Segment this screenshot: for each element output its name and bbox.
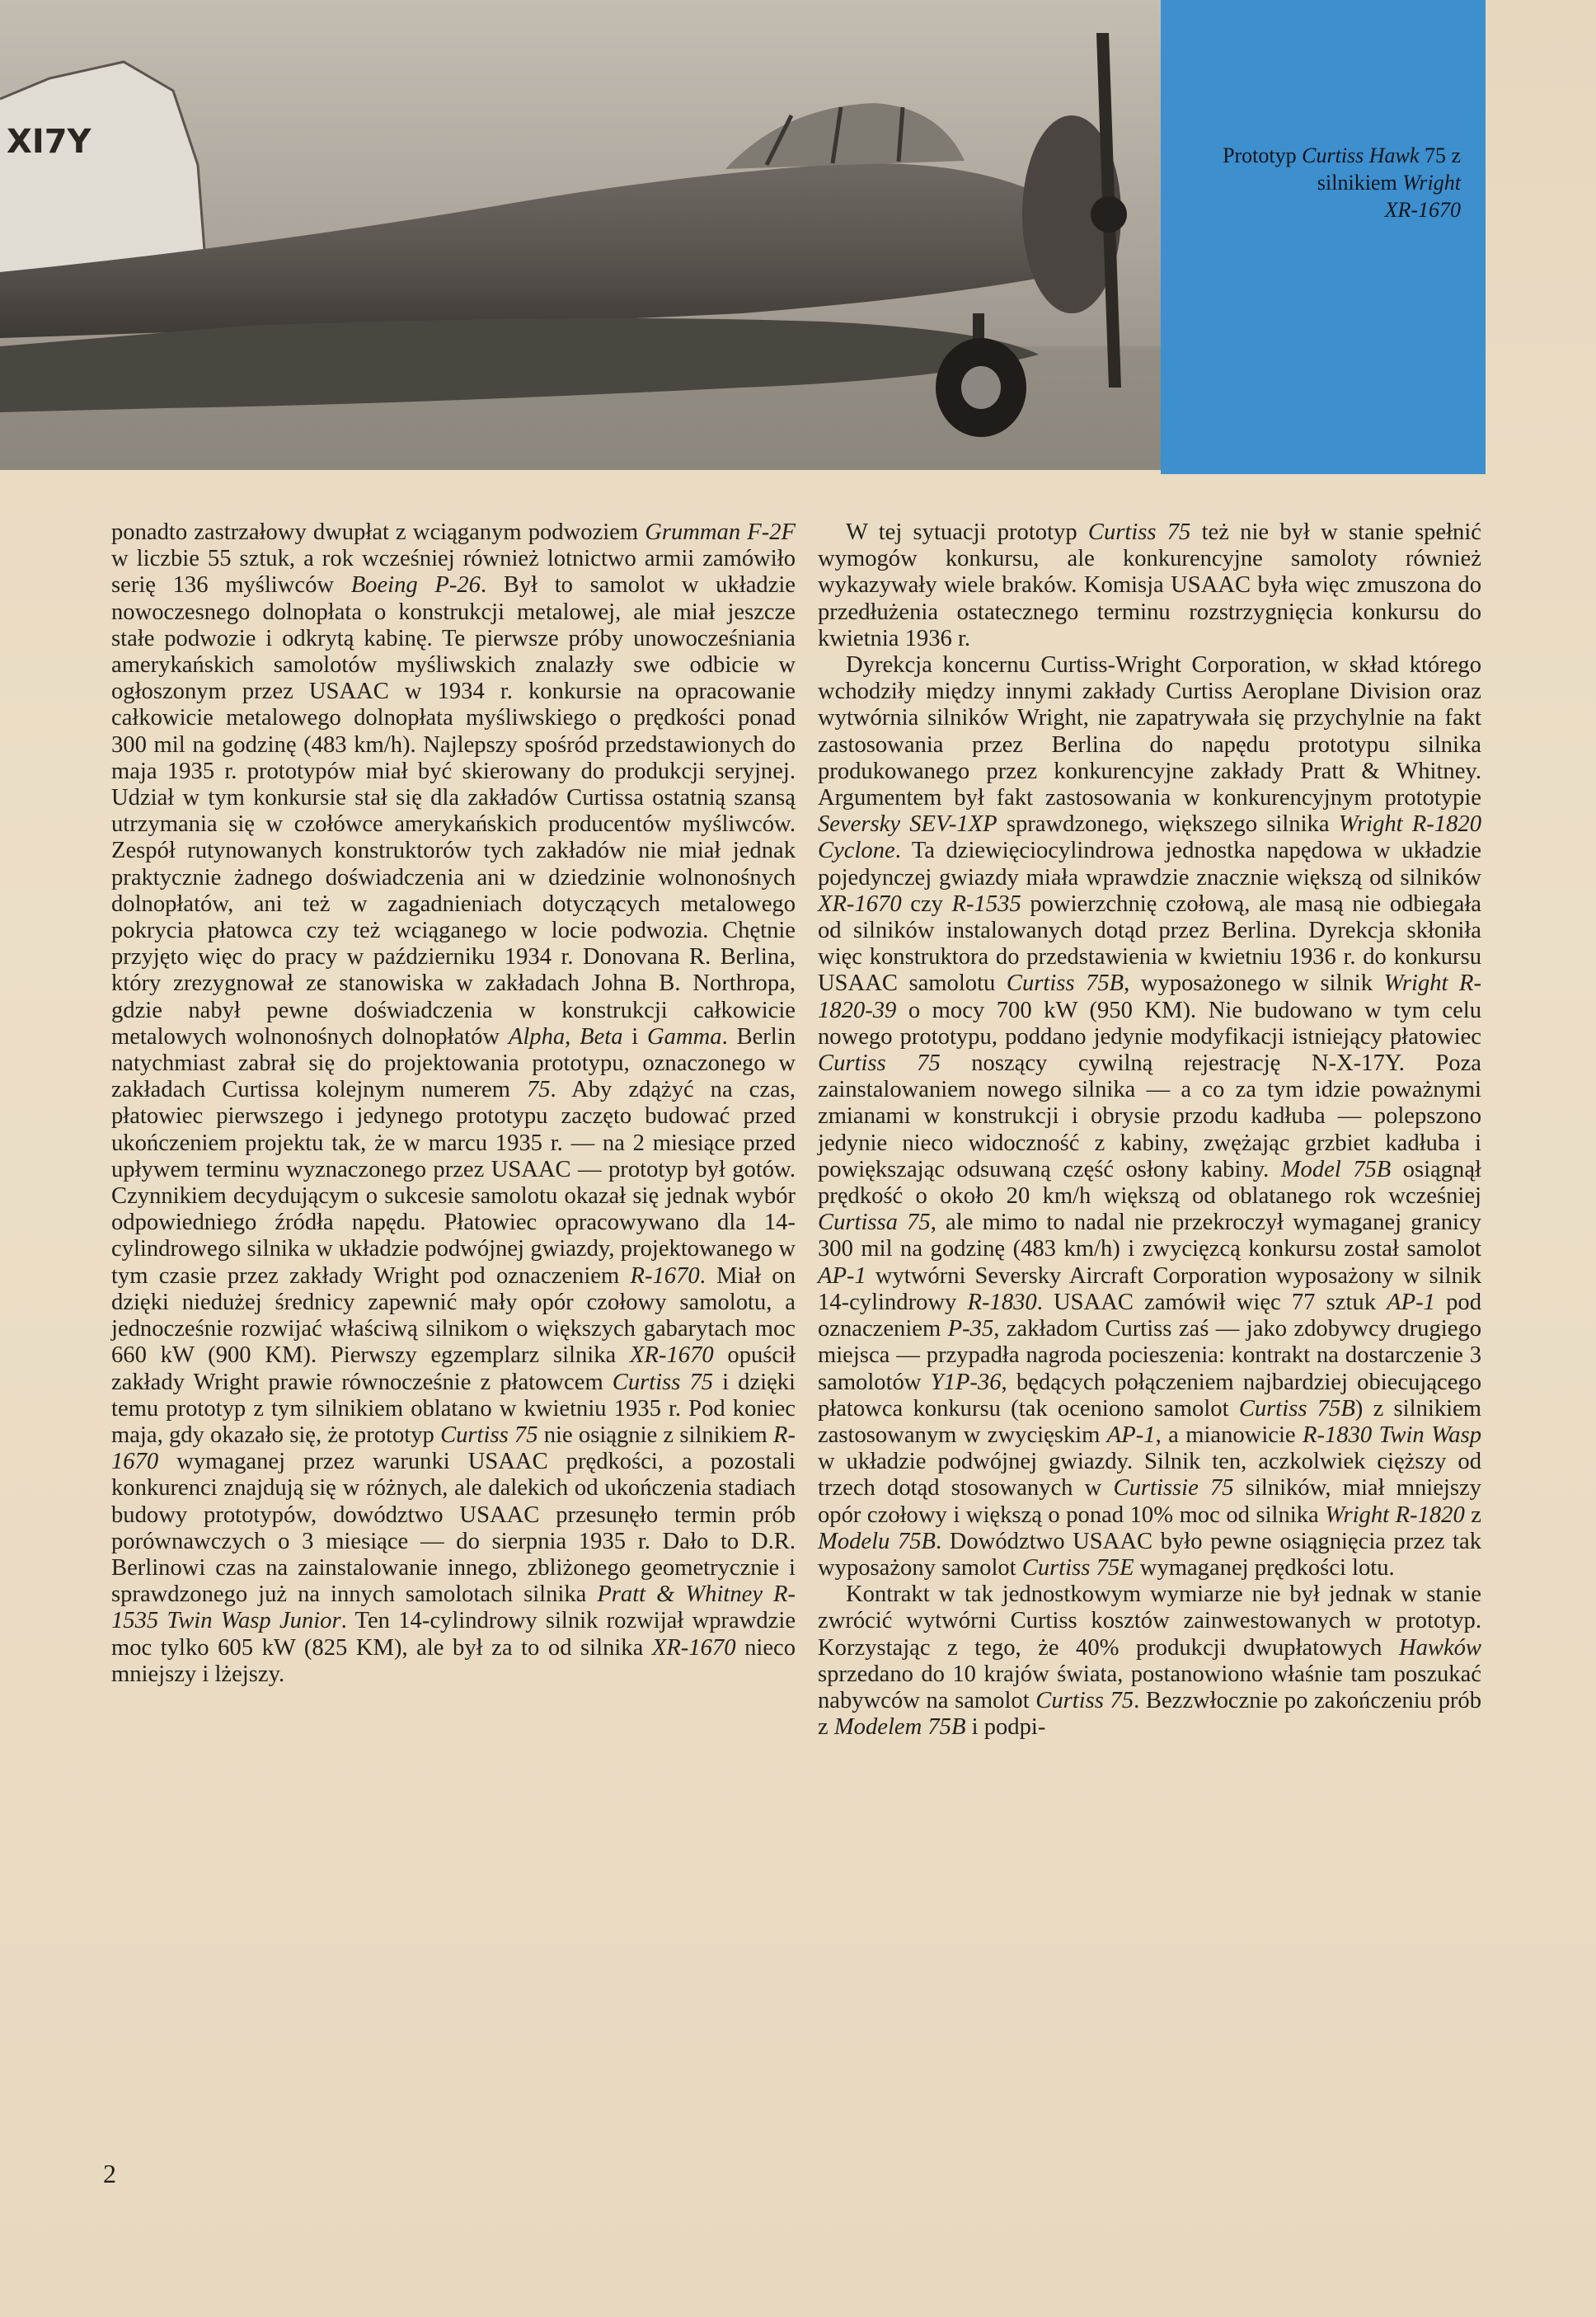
italic-term: Alpha, Beta	[508, 1023, 623, 1050]
italic-term: Wright R-1820	[1325, 1502, 1465, 1528]
italic-term: XR-1670	[651, 1634, 736, 1661]
text-run: czy	[901, 891, 952, 917]
text-run: . Berlin natychmiast zabrał się do projektowania prototypu, oznaczonego w zakładach Curtissa kolejnym numerem	[111, 1023, 796, 1103]
text-run: . Dowództwo USAAC było pewne osiągnięcia przez tak wyposażony samolot	[818, 1528, 1481, 1581]
italic-term: Y1P-36	[930, 1369, 1002, 1395]
text-run: sprawdzonego, większego silnika	[997, 811, 1339, 838]
caption-text-3: 75 z silnikiem	[1317, 143, 1461, 195]
text-run: o mocy 700 kW (950 KM). Nie budowano w tym celu nowego prototypu, poddano jedynie modyfikacji istniejący płatowiec	[818, 997, 1481, 1050]
photo-caption	[1181, 142, 1461, 223]
right-paragraph-3	[818, 1581, 1481, 1741]
italic-term: R-1830	[967, 1289, 1037, 1315]
text-run: Dyrekcja koncernu Curtiss-Wright Corporation, w skład którego wchodziły między innymi zakłady Curtiss Aeroplane Division oraz wytwórnia silników Wright, nie zapatrywała się przychylnie na fakt zastosowania przez Berlina do napędu prototypu silnika produkowanego przez konkurencyjne zakłady Pratt & Whitney. Argumentem był fakt zastosowania w konkurencyjnym prototypie	[818, 652, 1481, 811]
text-run: . Był to samolot w układzie nowoczesnego dolnopłata o konstrukcji metalowej, ale miał jeszcze stałe podwozie i odkrytą kabinę. Te pierwsze próby unowocześniania amerykańskich samolotów myśliwskich znalazły swe odbicie w ogłoszonym przez USAAC w 1934 r. konkursie na opracowanie całkowicie metalowego dolnopłata myśliwskiego o prędkości ponad 300 mil na godzinę (483 km/h). Najlepszy spośród przedstawionych do maja 1935 r. prototypów miał być skierowany do produkcji seryjnej. Udział w tym konkursie stał się dla zakładów Curtissa ostatnią szansą utrzymania się w czołówce amerykańskich producentów myśliwców. Zespół rutynowanych konstruktorów tych zakładów nie miał jednak praktycznie żadnego doświadczenia ani w dziedzinie wolnonośnych dolnopłatów, ani też w zagadnieniach dotyczących metalowego pokrycia płatowca czy też wciąganego w locie podwozia. Chętnie przyjęto więc do pracy w październiku 1934 r. Donovana R. Berlina, który zrezygnował ze stanowiska w zakładach Johna B. Northropa, gdzie nabył pewne doświadczenia w konstrukcji całkowicie metalowych wolnonośnych dolnopłatów	[111, 572, 796, 1050]
italic-term: Boeing P-26	[350, 572, 481, 599]
text-run: pod oznaczeniem	[818, 1289, 1481, 1342]
left-paragraph-1	[111, 519, 796, 1688]
right-column	[818, 519, 1481, 1741]
right-paragraph-2	[818, 652, 1481, 1581]
curtiss-hawk-photo-illustration	[0, 0, 1161, 470]
right-paragraph-1	[818, 519, 1481, 652]
text-run: . Bezzwłocznie po zakończeniu prób z	[818, 1687, 1481, 1741]
text-run: . USAAC zamówił więc 77 sztuk	[1036, 1289, 1387, 1315]
italic-term: Hawków	[1398, 1634, 1481, 1661]
italic-term: Curtiss 75E	[1021, 1554, 1134, 1581]
text-run: nieco mniejszy i lżejszy.	[111, 1634, 796, 1687]
text-run: . Miał on dzięki niedużej średnicy zapewnić mały opór czołowy samolotu, a jednocześnie rozwijać właściwą silnikom o większych gabarytach moc 660 kW (900 KM). Pierwszy egzemplarz silnika	[111, 1262, 796, 1369]
caption-text-2: Curtiss Hawk	[1302, 143, 1420, 167]
text-run: ) z silnikiem zastosowanym w zwycięskim	[818, 1395, 1481, 1448]
italic-term: Model 75B	[1280, 1156, 1392, 1182]
text-run: w liczbie 55 sztuk, a rok wcześniej również lotnictwo armii zamówiło serię 136 myśliwców	[111, 546, 796, 599]
italic-term: Curtissa 75	[818, 1210, 931, 1236]
text-run: . Ten 14-cylindrowy silnik rozwijał wprawdzie moc tylko 605 kW (825 KM), ale był za to od silnika	[111, 1608, 796, 1661]
text-run: powierzchnię czołową, ale masą nie odbiegała od silników instalowanych dotąd przez Berlina. Dyrekcja skłoniła więc konstruktora do przedstawienia w kwietniu 1936 r. do konkursu USAAC samolotu	[818, 891, 1481, 997]
text-run: i dzięki temu prototyp z tym silnikiem oblatano w kwietniu 1935 r. Pod koniec maja, gdy okazało się, że prototyp	[111, 1369, 796, 1448]
text-run: . Ta dziewięciocylindrowa jednostka napędowa w układzie pojedynczej gwiazdy miała wprawdzie znacznie większą od silników	[818, 838, 1481, 891]
italic-term: Modelu 75B	[818, 1528, 936, 1554]
italic-term: R-1670	[111, 1422, 796, 1475]
italic-term: Curtissie 75	[1113, 1475, 1234, 1502]
italic-term: Curtiss 75	[612, 1369, 714, 1395]
caption-text-1: Prototyp	[1223, 143, 1303, 167]
text-run: sprzedano do 10 krajów świata, postanowiono właśnie tam poszukać nabywców na samolot	[818, 1661, 1481, 1713]
text-run: , zakładom Curtiss zaś — jako zdobywcy drugiego miejsca — przypadła nagroda pocieszenia: kontrakt na dostarczenie 3 samolotów	[818, 1316, 1481, 1395]
text-run: W tej sytuacji prototyp	[846, 519, 1088, 545]
caption-text-4: Wright	[1402, 171, 1461, 195]
italic-term: Grumman F-2F	[645, 519, 796, 545]
text-run: i podpi-	[965, 1714, 1046, 1741]
italic-term: Seversky SEV-1XP	[818, 811, 998, 838]
caption-text-5: XR-1670	[1384, 198, 1461, 222]
text-run: wymaganej przez warunki USAAC prędkości, a pozostali konkurenci znajdują się w różnych, ale dalekich od ukończenia stadiach budowy prototypów, dowództwo USAAC przesunęło termin prób porównawczych o 3 miesiące — do sierpnia 1935 r. Dało to D.R. Berlinowi czas na zainstalowanie innego, zbliżonego geometrycznie i sprawdzonego już na innych samolotach silnika	[111, 1449, 796, 1608]
italic-term: Curtiss 75B	[1238, 1395, 1355, 1422]
italic-term: Curtiss 75	[818, 1050, 941, 1077]
text-run: opuścił zakłady Wright prawie równocześnie z płatowcem	[111, 1342, 796, 1395]
text-run: też nie był w stanie spełnić wymogów konkursu, ale konkurencyjne samoloty również wykazywały wiele braków. Komisja USAAC była więc zmuszona do przedłużenia ostatecznego terminu rozstrzygnięcia konkursu do kwietnia 1936 r.	[818, 519, 1481, 651]
text-run: , będących połączeniem najbardziej obiecującego płatowca konkursu (tak oceniono samolot	[818, 1369, 1481, 1422]
registration-marking: XI7Y	[7, 123, 92, 161]
text-run: wymaganej prędkości lotu.	[1134, 1554, 1395, 1581]
page-number: 2	[103, 2159, 116, 2188]
italic-term: AP-1	[1106, 1422, 1156, 1448]
italic-term: Curtiss 75	[440, 1422, 538, 1448]
text-run: , wyposażonego w silnik	[1124, 971, 1384, 997]
italic-term: Curtiss 75	[1035, 1687, 1134, 1713]
italic-term: XR-1670	[818, 891, 902, 917]
italic-term: R-1670	[630, 1262, 700, 1289]
text-run: osiągnął prędkość o około 20 km/h większą od oblatanego rok wcześniej	[818, 1156, 1481, 1210]
italic-term: 75	[526, 1077, 551, 1103]
italic-term: R-1535	[951, 891, 1021, 917]
italic-term: P-35	[947, 1316, 994, 1342]
italic-term: Curtiss 75	[1087, 519, 1191, 545]
caption-panel	[1161, 0, 1486, 474]
text-run: . Aby zdążyć na czas, płatowiec pierwszego i jedynego prototypu zaczęto budować przed ukończeniem projektu tak, że w marcu 1935 r. — na 2 miesiące przed upływem terminu wyznaczonego przez USAAC — prototyp był gotów. Czynnikiem decydującym o sukcesie samolotu okazał się jednak wybór odpowiedniego źródła napędu. Płatowiec opracowywano dla 14-cylindrowego silnika w układzie podwójnej gwiazdy, projektowanego w tym czasie przez zakłady Wright pod oznaczeniem	[111, 1077, 796, 1289]
left-column	[111, 519, 796, 1688]
text-run: wytwórni Seversky Aircraft Corporation wyposażony w silnik 14-cylindrowy	[818, 1262, 1481, 1315]
italic-term: Wright R-1820 Cyclone	[818, 811, 1481, 864]
text-run: nie osiągnie z silnikiem	[537, 1422, 773, 1448]
italic-term: XR-1670	[629, 1342, 714, 1369]
text-run: Kontrakt w tak jednostkowym wymiarze nie był jednak w stanie zwrócić wytwórni Curtiss kosztów zainwestowanych w prototyp. Korzystając z tego, że 40% produkcji dwupłatowych	[818, 1581, 1481, 1661]
text-run: z	[1464, 1502, 1481, 1528]
italic-term: R-1830 Twin Wasp	[1303, 1422, 1482, 1448]
italic-term: Wright R-1820-39	[818, 971, 1481, 1023]
text-run: noszący cywilną rejestrację N-X-17Y. Poza zainstalowaniem nowego silnika — a co za tym idzie poważnymi zmianami w konstrukcji i obrysie przodu kadłuba — polepszono jedynie nieco widoczność z kabiny, zwężając grzbiet kadłuba i powiększając odsuwaną część osłony kabiny.	[818, 1050, 1481, 1182]
text-run: silników, miał mniejszy opór czołowy i większą o ponad 10% moc od silnika	[818, 1475, 1481, 1528]
italic-term: Gamma	[647, 1023, 722, 1050]
italic-term: Modelem 75B	[833, 1714, 966, 1741]
aircraft-photo	[0, 0, 1161, 470]
italic-term: AP-1	[818, 1262, 866, 1289]
italic-term: Pratt & Whitney R-1535 Twin Wasp Junior	[111, 1581, 796, 1634]
italic-term: Curtiss 75B	[1006, 971, 1124, 997]
text-run: , ale mimo to nadal nie przekroczył wymaganej granicy 300 mil na godzinę (483 km/h) i zwycięzcą konkursu został samolot	[818, 1210, 1481, 1262]
text-run: , a mianowicie	[1155, 1422, 1303, 1448]
text-run: i	[622, 1023, 648, 1050]
text-run: w układzie podwójnej gwiazdy. Silnik ten, aczkolwiek cięższy od trzech dotąd stosowanych w	[818, 1449, 1481, 1502]
text-run: ponadto zastrzałowy dwupłat z wciąganym podwoziem	[111, 519, 645, 545]
italic-term: AP-1	[1387, 1289, 1435, 1315]
